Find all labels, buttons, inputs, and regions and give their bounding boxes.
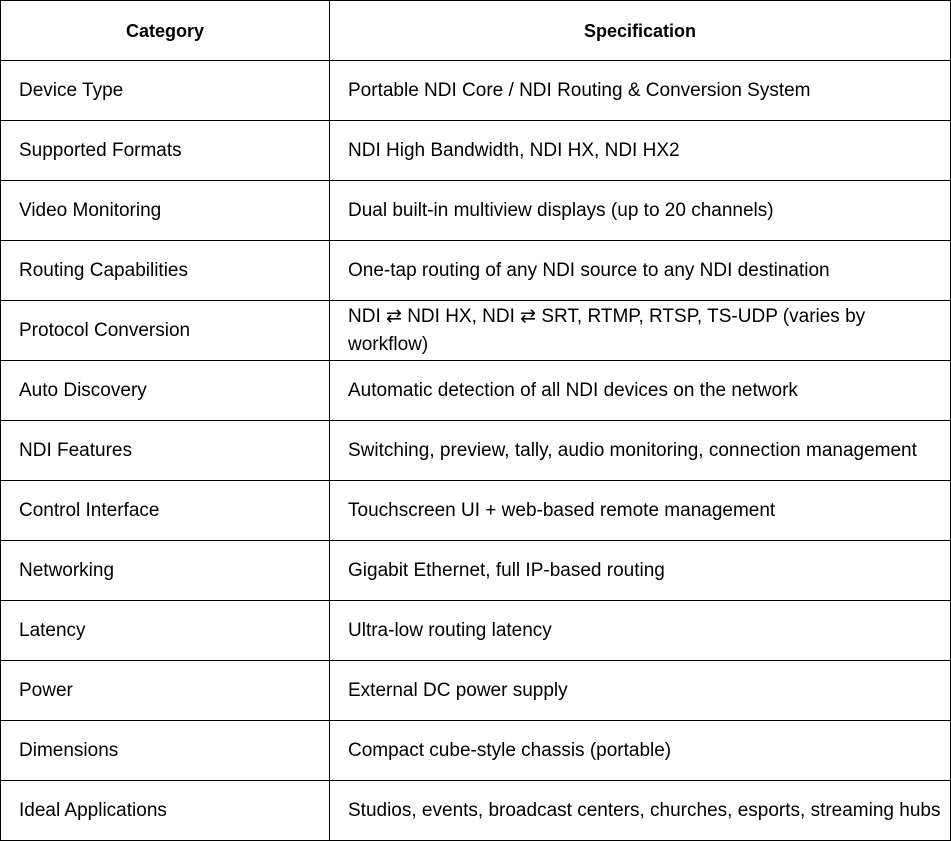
table-row: [1, 121, 951, 181]
category-cell: Latency: [1, 601, 330, 661]
category-cell: Networking: [1, 541, 330, 601]
category-cell: NDI Features: [1, 421, 330, 481]
table-row: [1, 721, 951, 781]
table-header: [1, 1, 951, 61]
specification-cell: NDI ⇄ NDI HX, NDI ⇄ SRT, RTMP, RTSP, TS-UDP (varies by workflow): [330, 301, 951, 361]
table-row: [1, 301, 951, 361]
specification-cell: Switching, preview, tally, audio monitoring, connection management: [330, 421, 951, 481]
table-row: [1, 541, 951, 601]
specification-cell: Automatic detection of all NDI devices on the network: [330, 361, 951, 421]
specification-cell: External DC power supply: [330, 661, 951, 721]
specification-cell: NDI High Bandwidth, NDI HX, NDI HX2: [330, 121, 951, 181]
category-cell: Protocol Conversion: [1, 301, 330, 361]
specification-cell: Portable NDI Core / NDI Routing & Conversion System: [330, 61, 951, 121]
category-cell: Supported Formats: [1, 121, 330, 181]
specification-cell: Gigabit Ethernet, full IP-based routing: [330, 541, 951, 601]
table-row: [1, 481, 951, 541]
category-cell: Dimensions: [1, 721, 330, 781]
specification-cell: Dual built-in multiview displays (up to 20 channels): [330, 181, 951, 241]
table-row: [1, 61, 951, 121]
specification-cell: Touchscreen UI + web-based remote management: [330, 481, 951, 541]
category-cell: Auto Discovery: [1, 361, 330, 421]
header-specification: Specification: [330, 1, 951, 61]
specification-cell: One-tap routing of any NDI source to any NDI destination: [330, 241, 951, 301]
specification-cell: Ultra-low routing latency: [330, 601, 951, 661]
specification-cell: Studios, events, broadcast centers, churches, esports, streaming hubs: [330, 781, 951, 841]
table-row: [1, 421, 951, 481]
category-cell: Control Interface: [1, 481, 330, 541]
header-row: [1, 1, 951, 61]
specification-cell: Compact cube-style chassis (portable): [330, 721, 951, 781]
table-row: [1, 781, 951, 841]
table-body: [1, 61, 951, 841]
category-cell: Device Type: [1, 61, 330, 121]
table-row: [1, 241, 951, 301]
header-category: Category: [1, 1, 330, 61]
table-row: [1, 361, 951, 421]
table-row: [1, 601, 951, 661]
table-row: [1, 181, 951, 241]
category-cell: Ideal Applications: [1, 781, 330, 841]
category-cell: Video Monitoring: [1, 181, 330, 241]
category-cell: Routing Capabilities: [1, 241, 330, 301]
table-row: [1, 661, 951, 721]
category-cell: Power: [1, 661, 330, 721]
